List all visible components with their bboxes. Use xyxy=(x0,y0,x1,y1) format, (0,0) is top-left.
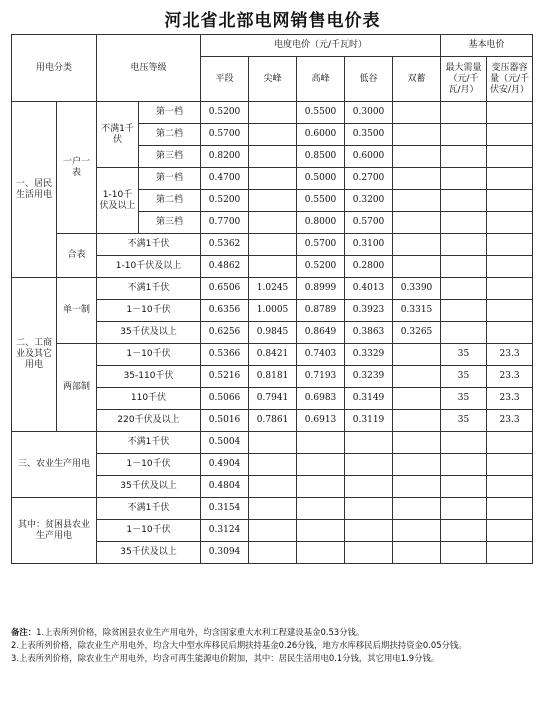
transformer-price xyxy=(487,454,533,476)
header-transformer-capacity: 变压器容量（元/千伏安/月） xyxy=(487,57,533,102)
valley-price: 0.3149 xyxy=(345,388,393,410)
voltage-cell: 110千伏 xyxy=(97,388,201,410)
sharp-price xyxy=(249,498,297,520)
voltage-cell: 第三档 xyxy=(139,146,201,168)
max-demand-price xyxy=(441,454,487,476)
subcategory-shared-meter: 合表 xyxy=(57,234,97,278)
header-double-storage: 双蓄 xyxy=(393,57,441,102)
voltage-cell: 不满1千伏 xyxy=(97,498,201,520)
flat-price: 0.5366 xyxy=(201,344,249,366)
transformer-price xyxy=(487,124,533,146)
double-storage-price xyxy=(393,432,441,454)
table-row xyxy=(12,234,533,256)
valley-price: 0.3863 xyxy=(345,322,393,344)
double-storage-price xyxy=(393,476,441,498)
peak-price xyxy=(297,454,345,476)
double-storage-price: 0.3265 xyxy=(393,322,441,344)
table-row xyxy=(12,278,533,300)
peak-price: 0.5000 xyxy=(297,168,345,190)
sharp-price: 1.0245 xyxy=(249,278,297,300)
header-valley: 低谷 xyxy=(345,57,393,102)
flat-price: 0.5216 xyxy=(201,366,249,388)
voltage-cell: 35千伏及以上 xyxy=(97,476,201,498)
transformer-price xyxy=(487,300,533,322)
sharp-price xyxy=(249,256,297,278)
max-demand-price xyxy=(441,102,487,124)
transformer-price xyxy=(487,190,533,212)
max-demand-price xyxy=(441,146,487,168)
table-row xyxy=(12,102,533,124)
voltage-cell: 第三档 xyxy=(139,212,201,234)
voltage-cell: 第二档 xyxy=(139,190,201,212)
sharp-price: 0.8421 xyxy=(249,344,297,366)
flat-price: 0.6506 xyxy=(201,278,249,300)
max-demand-price: 35 xyxy=(441,344,487,366)
max-demand-price: 35 xyxy=(441,410,487,432)
voltage-cell: 第一档 xyxy=(139,168,201,190)
voltage-cell: 1－10千伏 xyxy=(97,454,201,476)
valley-price: 0.6000 xyxy=(345,146,393,168)
transformer-price: 23.3 xyxy=(487,410,533,432)
max-demand-price xyxy=(441,520,487,542)
max-demand-price: 35 xyxy=(441,366,487,388)
voltage-cell: 35千伏及以上 xyxy=(97,542,201,564)
notes-label: 备注： xyxy=(11,627,37,637)
sharp-price: 0.9845 xyxy=(249,322,297,344)
peak-price xyxy=(297,432,345,454)
peak-price: 0.8000 xyxy=(297,212,345,234)
subcategory-one-meter: 一户一表 xyxy=(57,102,97,234)
valley-price: 0.3100 xyxy=(345,234,393,256)
peak-price: 0.8649 xyxy=(297,322,345,344)
valley-price: 0.2800 xyxy=(345,256,393,278)
flat-price: 0.5016 xyxy=(201,410,249,432)
transformer-price xyxy=(487,432,533,454)
max-demand-price xyxy=(441,234,487,256)
page-title: 河北省北部电网销售电价表 xyxy=(164,11,381,31)
transformer-price xyxy=(487,168,533,190)
double-storage-price xyxy=(393,366,441,388)
double-storage-price xyxy=(393,410,441,432)
valley-price: 0.3200 xyxy=(345,190,393,212)
max-demand-price xyxy=(441,498,487,520)
header-peak: 高峰 xyxy=(297,57,345,102)
sharp-price: 0.7941 xyxy=(249,388,297,410)
sharp-price xyxy=(249,520,297,542)
sharp-price xyxy=(249,168,297,190)
max-demand-price xyxy=(441,256,487,278)
peak-price xyxy=(297,520,345,542)
transformer-price xyxy=(487,542,533,564)
flat-price: 0.8200 xyxy=(201,146,249,168)
valley-price: 0.3500 xyxy=(345,124,393,146)
transformer-price: 23.3 xyxy=(487,366,533,388)
header-voltage: 电压等级 xyxy=(97,35,201,102)
header-sharp-peak: 尖峰 xyxy=(249,57,297,102)
valley-price xyxy=(345,542,393,564)
peak-price: 0.8999 xyxy=(297,278,345,300)
sharp-price xyxy=(249,234,297,256)
valley-price: 0.3119 xyxy=(345,410,393,432)
flat-price: 0.5200 xyxy=(201,190,249,212)
double-storage-price xyxy=(393,256,441,278)
double-storage-price xyxy=(393,234,441,256)
sharp-price: 1.0005 xyxy=(249,300,297,322)
double-storage-price xyxy=(393,212,441,234)
sharp-price xyxy=(249,542,297,564)
table-row xyxy=(12,344,533,366)
max-demand-price xyxy=(441,476,487,498)
max-demand-price xyxy=(441,124,487,146)
transformer-price xyxy=(487,322,533,344)
peak-price: 0.7193 xyxy=(297,366,345,388)
voltage-cell: 1-10千伏及以上 xyxy=(97,256,201,278)
transformer-price xyxy=(487,234,533,256)
header-max-demand: 最大需量（元/千瓦/月） xyxy=(441,57,487,102)
double-storage-price xyxy=(393,124,441,146)
max-demand-price xyxy=(441,168,487,190)
category-agriculture: 三、农业生产用电 xyxy=(12,432,97,498)
transformer-price xyxy=(487,498,533,520)
transformer-price xyxy=(487,278,533,300)
voltage-cell: 1－10千伏 xyxy=(97,520,201,542)
peak-price: 0.5700 xyxy=(297,234,345,256)
double-storage-price xyxy=(393,454,441,476)
sharp-price xyxy=(249,212,297,234)
max-demand-price xyxy=(441,322,487,344)
flat-price: 0.5066 xyxy=(201,388,249,410)
sharp-price: 0.8181 xyxy=(249,366,297,388)
flat-price: 0.4862 xyxy=(201,256,249,278)
flat-price: 0.5200 xyxy=(201,102,249,124)
note-1 xyxy=(11,626,532,639)
valley-price: 0.4013 xyxy=(345,278,393,300)
flat-price: 0.4700 xyxy=(201,168,249,190)
peak-price: 0.5200 xyxy=(297,256,345,278)
voltage-cell: 35-110千伏 xyxy=(97,366,201,388)
peak-price: 0.7403 xyxy=(297,344,345,366)
max-demand-price: 35 xyxy=(441,388,487,410)
double-storage-price xyxy=(393,102,441,124)
valley-price: 0.5700 xyxy=(345,212,393,234)
subcategory-two-part: 两部制 xyxy=(57,344,97,432)
header-basic-price: 基本电价 xyxy=(441,35,533,57)
double-storage-price: 0.3390 xyxy=(393,278,441,300)
peak-price: 0.6000 xyxy=(297,124,345,146)
peak-price xyxy=(297,542,345,564)
transformer-price xyxy=(487,102,533,124)
max-demand-price xyxy=(441,432,487,454)
transformer-price: 23.3 xyxy=(487,344,533,366)
note-1-text: 1.上表所列价格，除贫困县农业生产用电外，均含国家重大水利工程建设基金0.53分钱。 xyxy=(36,627,365,637)
max-demand-price xyxy=(441,542,487,564)
voltage-cell: 第一档 xyxy=(139,102,201,124)
double-storage-price xyxy=(393,344,441,366)
flat-price: 0.5362 xyxy=(201,234,249,256)
double-storage-price xyxy=(393,168,441,190)
valley-price xyxy=(345,454,393,476)
category-poor-county-agriculture: 其中：贫困县农业生产用电 xyxy=(12,498,97,564)
peak-price xyxy=(297,476,345,498)
sharp-price xyxy=(249,190,297,212)
double-storage-price xyxy=(393,520,441,542)
valley-price xyxy=(345,498,393,520)
max-demand-price xyxy=(441,212,487,234)
voltage-cell: 不满1千伏 xyxy=(97,432,201,454)
note-2: 2.上表所列价格，除农业生产用电外，均含大中型水库移民后期扶持基金0.26分钱，地方水库移民后期扶持资金0.05分钱。 xyxy=(11,640,467,650)
transformer-price xyxy=(487,256,533,278)
double-storage-price xyxy=(393,498,441,520)
transformer-price xyxy=(487,146,533,168)
sharp-price: 0.7861 xyxy=(249,410,297,432)
max-demand-price xyxy=(441,300,487,322)
voltage-1-10kv-up: 1-10千伏及以上 xyxy=(97,168,139,234)
valley-price: 0.3329 xyxy=(345,344,393,366)
table-row xyxy=(12,432,533,454)
voltage-cell: 35千伏及以上 xyxy=(97,322,201,344)
valley-price: 0.2700 xyxy=(345,168,393,190)
flat-price: 0.5700 xyxy=(201,124,249,146)
sharp-price xyxy=(249,102,297,124)
notes-section xyxy=(11,626,532,665)
valley-price xyxy=(345,476,393,498)
peak-price xyxy=(297,498,345,520)
voltage-cell: 第二档 xyxy=(139,124,201,146)
voltage-cell: 不满1千伏 xyxy=(97,278,201,300)
double-storage-price xyxy=(393,146,441,168)
valley-price xyxy=(345,520,393,542)
peak-price: 0.5500 xyxy=(297,102,345,124)
flat-price: 0.5004 xyxy=(201,432,249,454)
subcategory-single: 单一制 xyxy=(57,278,97,344)
flat-price: 0.4804 xyxy=(201,476,249,498)
peak-price: 0.8789 xyxy=(297,300,345,322)
sharp-price xyxy=(249,476,297,498)
sharp-price xyxy=(249,454,297,476)
peak-price: 0.6913 xyxy=(297,410,345,432)
voltage-under-1kv: 不满1千伏 xyxy=(97,102,139,168)
valley-price xyxy=(345,432,393,454)
valley-price: 0.3000 xyxy=(345,102,393,124)
sharp-price xyxy=(249,146,297,168)
flat-price: 0.3154 xyxy=(201,498,249,520)
sharp-price xyxy=(249,432,297,454)
header-energy-price: 电度电价（元/千瓦时） xyxy=(201,35,441,57)
category-residential: 一、居民生活用电 xyxy=(12,102,57,278)
voltage-cell: 1－10千伏 xyxy=(97,344,201,366)
flat-price: 0.4904 xyxy=(201,454,249,476)
voltage-cell: 不满1千伏 xyxy=(97,234,201,256)
transformer-price xyxy=(487,212,533,234)
max-demand-price xyxy=(441,190,487,212)
valley-price: 0.3923 xyxy=(345,300,393,322)
flat-price: 0.6356 xyxy=(201,300,249,322)
note-3: 3.上表所列价格，除农业生产用电外，均含可再生能源电价附加，其中：居民生活用电0.1分钱，其它用电1.9分钱。 xyxy=(11,653,440,663)
flat-price: 0.3094 xyxy=(201,542,249,564)
double-storage-price xyxy=(393,542,441,564)
table-row xyxy=(12,498,533,520)
peak-price: 0.6983 xyxy=(297,388,345,410)
header-category: 用电分类 xyxy=(12,35,97,102)
category-commercial: 二、工商业及其它用电 xyxy=(12,278,57,432)
valley-price: 0.3239 xyxy=(345,366,393,388)
flat-price: 0.6256 xyxy=(201,322,249,344)
voltage-cell: 1－10千伏 xyxy=(97,300,201,322)
voltage-cell: 220千伏及以上 xyxy=(97,410,201,432)
max-demand-price xyxy=(441,278,487,300)
double-storage-price: 0.3315 xyxy=(393,300,441,322)
double-storage-price xyxy=(393,190,441,212)
double-storage-price xyxy=(393,388,441,410)
peak-price: 0.5500 xyxy=(297,190,345,212)
transformer-price xyxy=(487,476,533,498)
price-table xyxy=(11,34,533,564)
flat-price: 0.3124 xyxy=(201,520,249,542)
sharp-price xyxy=(249,124,297,146)
flat-price: 0.7700 xyxy=(201,212,249,234)
transformer-price: 23.3 xyxy=(487,388,533,410)
transformer-price xyxy=(487,520,533,542)
header-flat: 平段 xyxy=(201,57,249,102)
peak-price: 0.8500 xyxy=(297,146,345,168)
